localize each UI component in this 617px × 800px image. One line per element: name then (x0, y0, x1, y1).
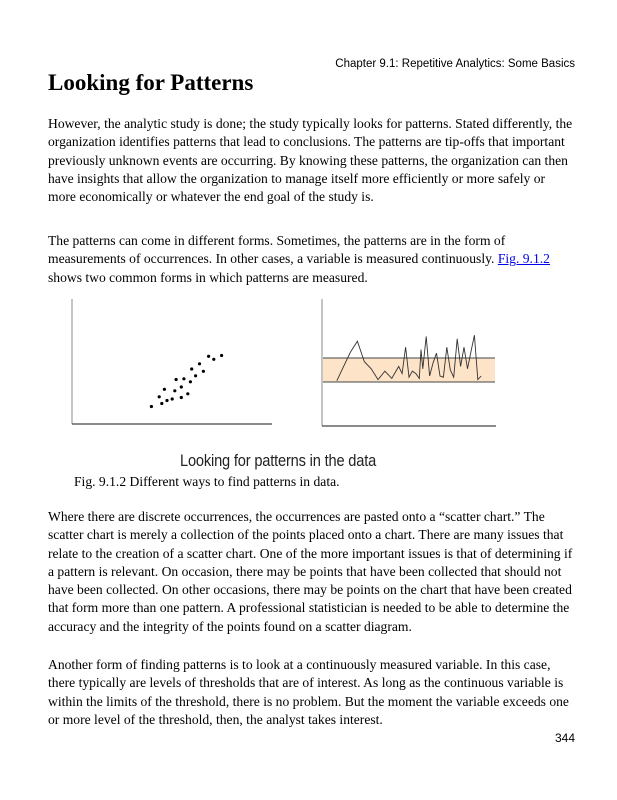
scatter-point (190, 367, 193, 370)
figure (60, 294, 510, 474)
paragraph-patterns-intro: However, the analytic study is done; the study typically looks for patterns. Stated differently, the organization identifies patterns that lead to conclusions. The patterns are tip-offs that important previously unknown events are occurring. By knowing these patterns, the organization can then have insights that allow the organization to manage itself more efficiently or more safely or more economically or whatever the end goal of the study is. (48, 116, 573, 205)
figure-graphic (60, 294, 510, 474)
paragraph-text: shows two common forms in which patterns are measured. (48, 269, 368, 285)
scatter-point (180, 396, 183, 399)
scatter-point (182, 377, 185, 380)
scatter-point (212, 358, 215, 361)
figure-reference-link[interactable]: Fig. 9.1.2 (497, 251, 550, 267)
scatter-point (180, 385, 183, 388)
scatter-point (171, 397, 174, 400)
scatter-point (207, 355, 210, 358)
scatter-point (194, 374, 197, 377)
figure-title: Looking for patterns in the data (180, 451, 377, 470)
figure-caption: Fig. 9.1.2 Different ways to find patterns in data. (74, 474, 340, 489)
scatter-point (198, 362, 201, 365)
scatter-point (160, 402, 163, 405)
scatter-point (163, 388, 166, 391)
paragraph-pattern-forms (48, 232, 573, 287)
threshold-line-chart (322, 299, 496, 426)
section-title: Looking for Patterns (48, 70, 254, 95)
scatter-point (173, 389, 176, 392)
running-head: Chapter 9.1: Repetitive Analytics: Some Basics (335, 58, 575, 70)
scatter-points (150, 354, 223, 408)
paragraph-scatter-chart: Where there are discrete occurrences, the occurrences are pasted onto a “scatter chart.” The scatter chart is merely a collection of the points placed onto a chart. There are many issues that relate to the creation of a scatter chart. One of the more important issues is that of determining if a pattern is relevant. On occasion, there may be points that have been collected that should not have been collected. On other occasions, there may be points on the chart that have been created that form more than one pattern. A professional statistician is needed to be able to determine the accuracy and the integrity of the points found on a scatter diagram. (48, 509, 573, 634)
page-number: 344 (554, 731, 575, 745)
scatter-point (220, 354, 223, 357)
paragraph-continuous-variable: Another form of finding patterns is to look at a continuously measured variable. In this case, there typically are levels of thresholds that are of interest. As long as the continuous variable is within the limits of the threshold, there is no problem. But the moment the variable exceeds one or more level of the threshold, then, the analyst takes interest. (48, 657, 569, 727)
scatter-chart (72, 299, 272, 424)
scatter-point (189, 380, 192, 383)
scatter-point (175, 378, 178, 381)
scatter-point (150, 405, 153, 408)
scatter-point (186, 392, 189, 395)
scatter-point (165, 399, 168, 402)
paragraph-text: The patterns can come in different forms. Sometimes, the patterns are in the form of measurements of occurrences. In other cases, a variable is measured continuously. (48, 233, 506, 267)
scatter-point (158, 395, 161, 398)
scatter-point (202, 370, 205, 373)
